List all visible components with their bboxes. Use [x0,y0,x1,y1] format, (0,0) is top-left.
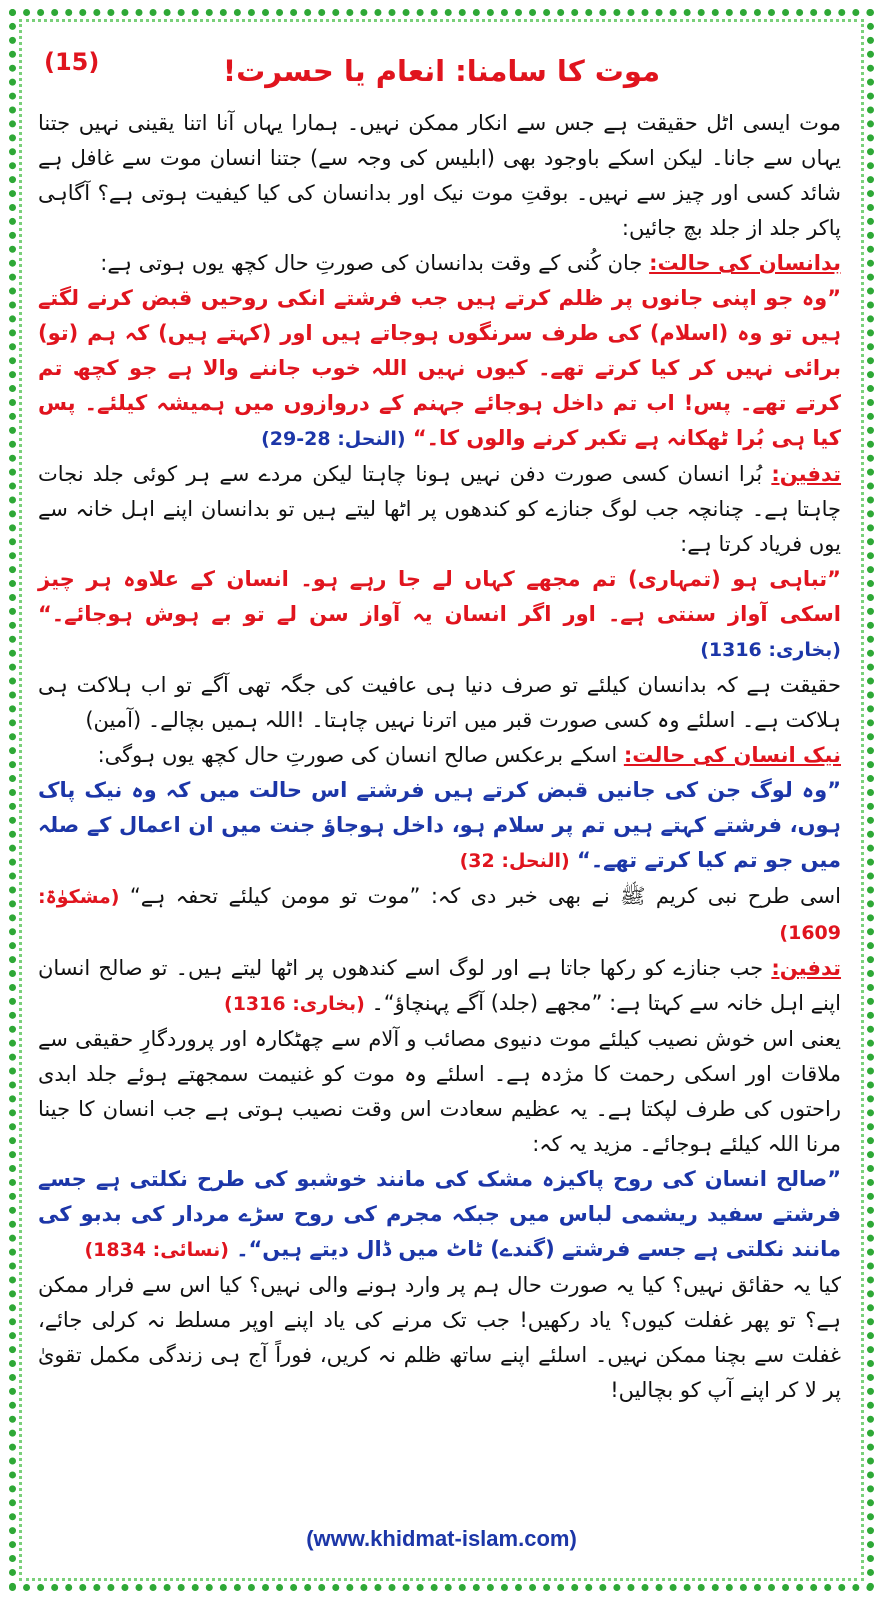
hadith-reference: (نسائی: 1834) [84,1239,229,1261]
hadith-reference: (بخاری: 1316) [700,639,841,661]
meaning-paragraph: یعنی اس خوش نصیب کیلئے موت دنیوی مصائب و آلام سے چھٹکارہ اور پروردگارِ حقیقی سے ملاقات اور اسکی رحمت کا مژدہ ہے۔ اسلئے وہ موت کو غنیمت سمجھتے ہوئے جلد ابدی راحتوں کی طرف لپکتا ہے۔ یہ عظیم سعادت اس وقت نصیب ہوتی ہے جب انسان کا جینا مرنا اللہ کیلئے ہوجائے۔ مزید یہ کہ: [38,1027,841,1156]
bad-state-heading: بدانسان کی حالت: [649,251,841,275]
good-quote: ”وہ لوگ جن کی جانیں قبض کرتے ہیں فرشتے اس حالت میں کہ وہ نیک پاک ہوں، فرشتے کہتے ہیں تم پر سلام ہو، داخل ہوجاؤ جنت میں ان اعمال کے صلہ میں جو تم کیا کرتے تھے۔“ (النحل: 32) [38,778,841,872]
burial-good-paragraph: تدفین: جب جنازے کو رکھا جاتا ہے اور لوگ اسے کندھوں پر اٹھا لیتے ہیں۔ تو صالح انسان اپنے اہل خانہ سے کہتا ہے: ”مجھے (جلد) آگے پہنچاؤ“۔ (بخاری: 1316) [38,956,841,1015]
hadith-reference: (بخاری: 1316) [224,993,365,1015]
quran-reference: (النحل: 32) [459,850,570,872]
reality-paragraph: حقیقت ہے کہ بدانسان کیلئے تو صرف دنیا ہی عافیت کی جگہ تھی آگے تو اب ہلاکت ہی ہلاکت ہے۔ اسلئے وہ کسی صورت قبر میں اترنا نہیں چاہتا۔ !اللہ ہمیں بچالے۔ (آمین) [38,673,841,732]
bad-cry-quote: ”تباہی ہو (تمہاری) تم مجھے کہاں لے جا رہے ہو۔ انسان کے علاوہ ہر چیز اسکی آواز سنتی ہے۔ اور اگر انسان یہ آواز سن لے تو بے ہوش ہوجائے۔“ (بخاری: 1316) [38,567,841,661]
article-body [38,106,841,1408]
quran-reference: (النحل: 28-29) [261,428,406,450]
prophet-paragraph: اسی طرح نبی کریم ﷺ نے بھی خبر دی کہ: ”موت تو مومن کیلئے تحفہ ہے“ (مشکوٰۃ: 1609) [38,884,841,944]
soul-quote: ”صالح انسان کی روح پاکیزہ مشک کی مانند خوشبو کی طرح نکلتی ہے جسے فرشتے سفید ریشمی لباس میں جبکہ مجرم کی روح سڑے مردار کی بدبو کی مانند نکلتی ہے جسے فرشتے (گندے) ٹاٹ میں ڈال دیتے ہیں“۔ (نسائی: 1834) [38,1167,841,1261]
burial-bad-paragraph: تدفین: بُرا انسان کسی صورت دفن نہیں ہونا چاہتا لیکن مردے سے ہر کوئی جلد نجات چاہتا ہے۔ چنانچہ جب لوگ جنازے کو کندھوں پر اٹھا لیتے ہیں تو بدانسان اپنے اہل خانہ سے یوں فریاد کرتا ہے: [38,462,841,556]
burial-heading: تدفین: [771,462,841,486]
page-title: موت کا سامنا: انعام یا حسرت! [222,54,661,88]
good-state-paragraph: نیک انسان کی حالت: اسکے برعکس صالح انسان کی صورتِ حال کچھ یوں ہوگی: [97,743,841,767]
bad-quote: ”وہ جو اپنی جانوں پر ظلم کرتے ہیں جب فرشتے انکی روحیں قبض کرنے لگتے ہیں تو وہ (اسلام) کی طرف سرنگوں ہوجاتے ہیں اور (کہتے ہیں) کہ ہم (تو) برائی نہیں کر کیا کرتے تھے۔ کیوں نہیں اللہ خوب جاننے والا ہے جو کچھ تم کرتے تھے۔ پس! اب تم داخل ہوجائے جہنم کے دروازوں میں ہمیشہ کیلئے۔ پس کیا ہی بُرا ٹھکانہ ہے تکبر کرنے والوں کا۔“ (النحل: 28-29) [38,286,841,450]
page-number: (15) [44,48,100,76]
good-state-heading: نیک انسان کی حالت: [623,743,841,767]
bad-state-paragraph: بدانسان کی حالت: جان کُنی کے وقت بدانسان کی صورتِ حال کچھ یوں ہوتی ہے: [100,251,841,275]
website-link[interactable]: (www.khidmat-islam.com) [306,1526,577,1551]
document-page [30,28,853,1572]
burial-heading: تدفین: [771,956,841,980]
closing-paragraph: کیا یہ حقائق نہیں؟ کیا یہ صورت حال ہم پر وارد ہونے والی نہیں؟ کیا اس سے فرار ممکن ہے؟ تو پھر غفلت کیوں؟ یاد رکھیں! جب تک مرنے کی یاد اپنے اوپر مسلط نہ کرلی جائے، غفلت سے بچنا ممکن نہیں۔ اسلئے اپنے ساتھ ظلم نہ کریں، فوراً آج ہی زندگی مکمل تقویٰ پر لا کر اپنے آپ کو بچالیں! [38,1273,841,1402]
intro-paragraph: موت ایسی اٹل حقیقت ہے جس سے انکار ممکن نہیں۔ ہمارا یہاں آنا اتنا یقینی نہیں جتنا یہاں سے جانا۔ لیکن اسکے باوجود بھی (ابلیس کی وجہ سے) جتنا انسان موت سے غافل ہے شائد کسی اور چیز سے نہیں۔ بوقتِ موت نیک اور بدانسان کی کیا کیفیت ہوتی ہے؟ آگاہی پاکر جلد از جلد بچ جائیں: [38,111,841,240]
hadith-reference: (مشکوٰۃ: 1609) [38,886,841,944]
